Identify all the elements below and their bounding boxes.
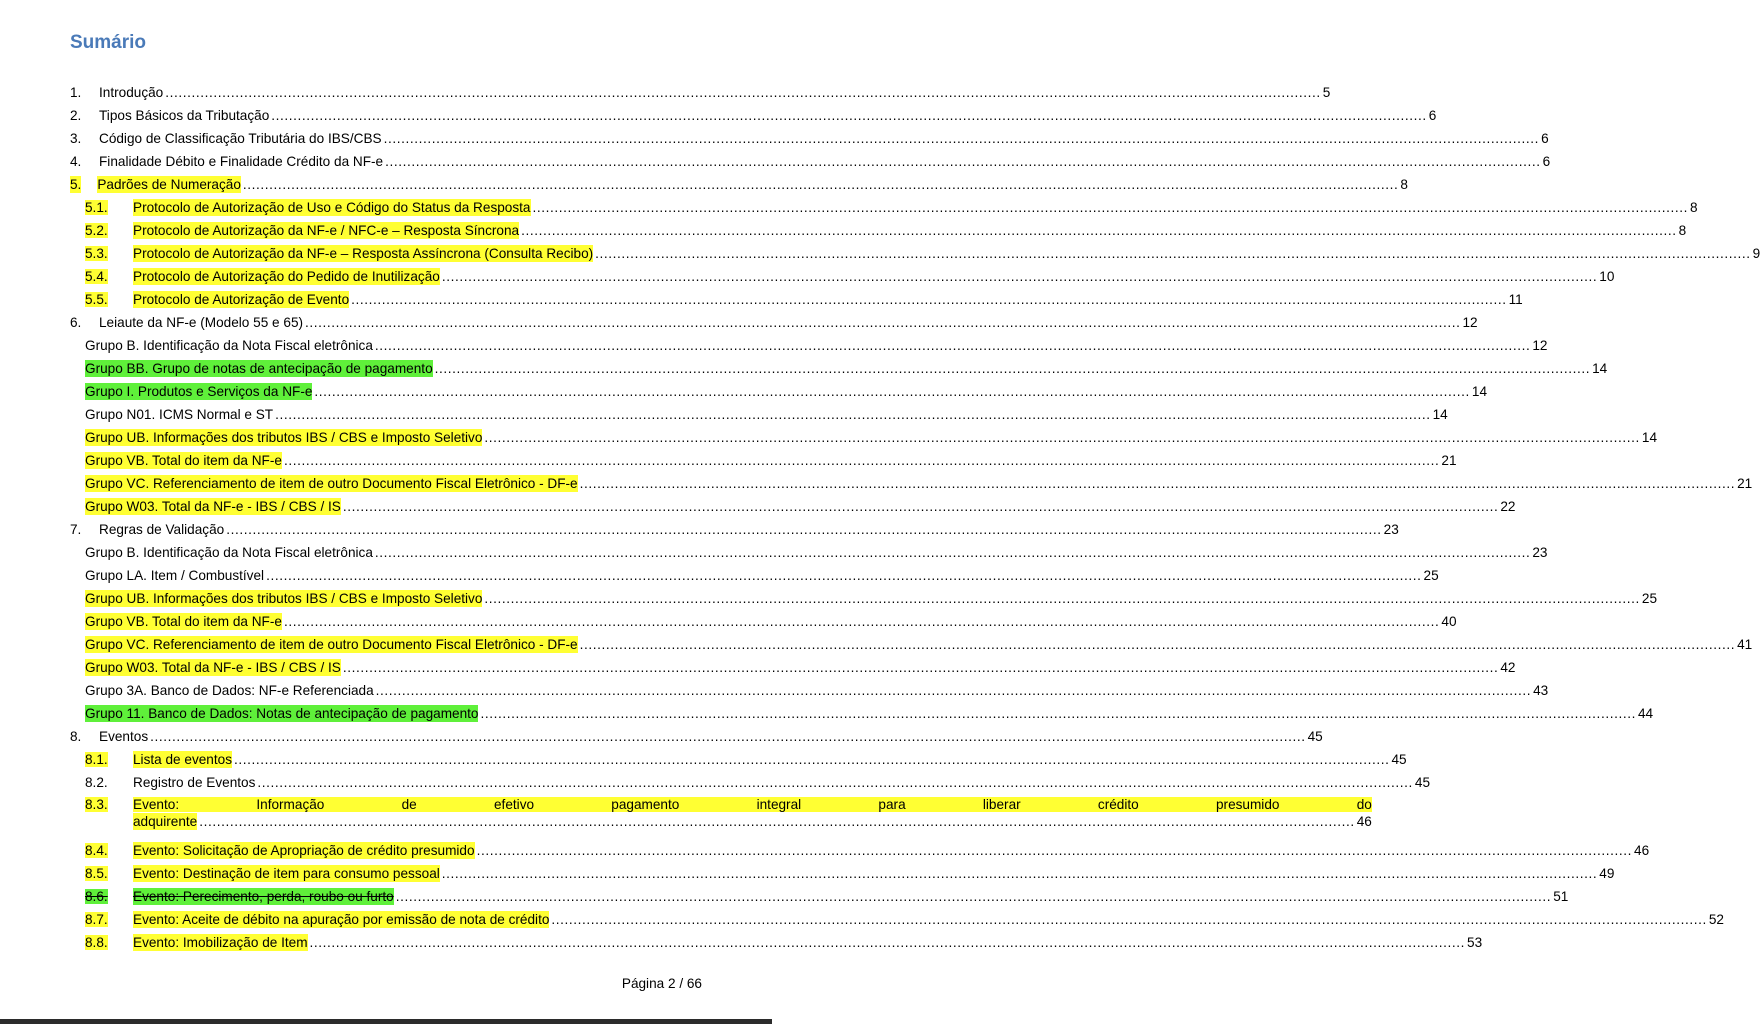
toc-page: 14	[1641, 430, 1658, 445]
toc-page: 8	[1678, 223, 1687, 238]
toc-text: Grupo B. Identificação da Nota Fiscal eletrônica	[85, 545, 373, 560]
toc-text: Evento: Imobilização de Item	[133, 935, 308, 950]
toc-leader	[533, 199, 1688, 216]
toc-leader	[484, 429, 1639, 446]
toc-page: 53	[1467, 935, 1483, 950]
toc-text: Protocolo de Autorização de Evento	[133, 292, 350, 307]
toc-page: 46	[1634, 843, 1650, 858]
toc-text: Evento: Aceite de débito na apuração por emissão de nota de crédito	[133, 912, 550, 927]
toc-page: 21	[1441, 453, 1457, 468]
toc-entry[interactable]	[70, 607, 1457, 630]
toc-page: 45	[1307, 729, 1323, 744]
toc-leader	[376, 682, 1531, 699]
toc-leader	[266, 567, 1421, 584]
toc-entry[interactable]	[70, 928, 1483, 951]
toc-number: 7.	[70, 522, 82, 537]
toc-text: Grupo N01. ICMS Normal e ST	[85, 407, 274, 422]
toc-entry[interactable]	[70, 239, 1760, 262]
toc-number: 5.5.	[85, 292, 108, 307]
toc-page: 5	[1322, 85, 1331, 100]
toc-leader	[521, 222, 1676, 239]
toc-page: 6	[1428, 108, 1437, 123]
toc-leader	[442, 268, 1597, 285]
toc-number: 8.4.	[85, 843, 108, 858]
toc-text: Protocolo de Autorização da NF-e / NFC-e – Resposta Síncrona	[133, 223, 520, 238]
toc-number: 8.7.	[85, 912, 108, 927]
toc-page: 8	[1400, 177, 1408, 192]
toc-number: 2.	[70, 108, 82, 123]
toc-leader	[284, 613, 1439, 630]
toc-page: 14	[1471, 384, 1488, 399]
toc-leader	[226, 521, 1381, 538]
toc-entry-line2	[133, 813, 1372, 830]
toc-entry[interactable]	[70, 193, 1698, 216]
toc-number: 5.3.	[85, 246, 108, 261]
toc-page: 44	[1637, 706, 1654, 721]
toc-leader	[375, 337, 1530, 354]
toc-entry[interactable]	[70, 584, 1658, 607]
toc-text-continued: adquirente	[133, 814, 198, 829]
toc-entry[interactable]	[70, 905, 1724, 928]
toc-text: Grupo VC. Referenciamento de item de outro Documento Fiscal Eletrônico - DF-e	[85, 637, 578, 652]
toc-leader	[150, 728, 1305, 745]
toc-page: 11	[1508, 292, 1523, 307]
toc-entry[interactable]	[70, 745, 1407, 768]
toc-text: Protocolo de Autorização do Pedido de Inutilização	[133, 269, 440, 284]
toc-number: 8.2.	[85, 775, 108, 790]
toc-entry[interactable]	[70, 676, 1549, 699]
toc-page: 46	[1356, 814, 1372, 829]
toc-page: 51	[1553, 889, 1569, 904]
toc-text: Leiaute da NF-e (Modelo 55 e 65)	[99, 315, 304, 330]
toc-entry[interactable]	[70, 836, 1650, 859]
toc-entry[interactable]	[70, 859, 1615, 882]
toc-number: 4.	[70, 154, 82, 169]
toc-leader	[234, 751, 1389, 768]
toc-number: 5.1.	[85, 200, 108, 215]
toc-page: 25	[1641, 591, 1658, 606]
toc-text: Protocolo de Autorização da NF-e – Resposta Assíncrona (Consulta Recibo)	[133, 246, 594, 261]
toc-page: 45	[1414, 775, 1431, 790]
bottom-border	[0, 1019, 772, 1024]
toc-number: 8.3.	[85, 797, 108, 812]
toc-entry[interactable]	[70, 124, 1549, 147]
toc-leader	[343, 659, 1498, 676]
table-of-contents	[70, 78, 1760, 951]
toc-page: 40	[1441, 614, 1457, 629]
toc-number: 6.	[70, 315, 82, 330]
toc-number: 3.	[70, 131, 82, 146]
page-title: Sumário	[70, 32, 147, 53]
toc-entry[interactable]	[70, 630, 1753, 653]
toc-text: Grupo 11. Banco de Dados: Notas de antecipação de pagamento	[85, 706, 479, 721]
toc-page: 52	[1708, 912, 1724, 927]
toc-page: 22	[1500, 499, 1516, 514]
toc-text: Finalidade Débito e Finalidade Crédito da NF-e	[99, 154, 384, 169]
toc-leader	[435, 360, 1590, 377]
toc-text: Introdução	[99, 85, 164, 100]
toc-number: 8.1.	[85, 752, 108, 767]
toc-leader	[580, 475, 1735, 492]
toc-text: Grupo BB. Grupo de notas de antecipação de pagamento	[85, 361, 433, 376]
toc-entry-body	[133, 796, 1372, 830]
toc-leader	[275, 406, 1430, 423]
toc-text: Grupo LA. Item / Combustível	[85, 568, 265, 583]
toc-entry[interactable]	[70, 446, 1457, 469]
toc-page: 14	[1592, 361, 1608, 376]
toc-entry[interactable]	[70, 262, 1615, 285]
toc-text: Código de Classificação Tributária do IBS/CBS	[99, 131, 382, 146]
toc-text: Regras de Validação	[99, 522, 225, 537]
toc-leader	[385, 153, 1540, 170]
toc-number: 8.8.	[85, 935, 108, 950]
toc-page: 14	[1432, 407, 1448, 422]
toc-page: 10	[1599, 269, 1615, 284]
toc-text: Grupo VC. Referenciamento de item de outro Documento Fiscal Eletrônico - DF-e	[85, 476, 578, 491]
toc-text: Grupo I. Produtos e Serviços da NF-e	[85, 384, 313, 399]
toc-entry[interactable]	[70, 882, 1569, 905]
toc-page: 9	[1752, 246, 1760, 261]
toc-leader	[484, 590, 1639, 607]
toc-page: 12	[1462, 315, 1478, 330]
toc-page: 43	[1533, 683, 1549, 698]
toc-entry[interactable]	[70, 515, 1399, 538]
toc-text: Grupo UB. Informações dos tributos IBS / CBS e Imposto Seletivo	[85, 430, 483, 445]
toc-entry[interactable]	[70, 791, 1372, 836]
toc-text: Grupo 3A. Banco de Dados: NF-e Referenciada	[85, 683, 374, 698]
toc-text: Grupo VB. Total do item da NF-e	[85, 614, 282, 629]
toc-page: 12	[1532, 338, 1548, 353]
toc-entry[interactable]	[70, 147, 1551, 170]
toc-leader	[257, 774, 1412, 791]
toc-leader	[384, 130, 1539, 147]
toc-leader	[305, 314, 1460, 331]
toc-page: 45	[1391, 752, 1407, 767]
toc-leader	[343, 498, 1498, 515]
toc-leader	[284, 452, 1439, 469]
toc-text: Lista de eventos	[133, 752, 232, 767]
toc-entry[interactable]	[70, 653, 1516, 676]
toc-leader	[580, 636, 1735, 653]
toc-number: 8.5.	[85, 866, 108, 881]
toc-entry[interactable]	[70, 768, 1431, 791]
toc-text: Padrões de Numeração	[97, 177, 241, 192]
toc-entry[interactable]	[70, 170, 1408, 193]
toc-text: Grupo UB. Informações dos tributos IBS / CBS e Imposto Seletivo	[85, 591, 483, 606]
toc-leader	[165, 84, 1320, 101]
toc-entry[interactable]	[70, 331, 1548, 354]
toc-leader	[595, 245, 1750, 262]
toc-text: Protocolo de Autorização de Uso e Código do Status da Resposta	[133, 200, 531, 215]
toc-entry[interactable]	[70, 400, 1448, 423]
toc-leader	[551, 911, 1706, 928]
toc-page: 41	[1737, 637, 1753, 652]
toc-entry[interactable]	[70, 492, 1516, 515]
toc-entry[interactable]	[70, 285, 1523, 308]
toc-leader	[351, 291, 1506, 308]
toc-text: Evento: Destinação de item para consumo pessoal	[133, 866, 440, 881]
toc-text: Registro de Eventos	[133, 775, 256, 790]
toc-text: Eventos	[99, 729, 149, 744]
toc-entry[interactable]	[70, 538, 1548, 561]
toc-entry[interactable]	[70, 78, 1331, 101]
toc-leader	[310, 934, 1465, 951]
toc-entry[interactable]	[70, 699, 1654, 722]
toc-entry[interactable]	[70, 354, 1608, 377]
toc-entry[interactable]	[70, 308, 1478, 331]
toc-leader	[314, 383, 1469, 400]
toc-leader	[396, 888, 1551, 905]
toc-page: 6	[1541, 131, 1549, 146]
toc-number: 5.2.	[85, 223, 108, 238]
toc-text: Grupo VB. Total do item da NF-e	[85, 453, 282, 468]
toc-entry[interactable]	[70, 722, 1323, 745]
toc-leader	[480, 705, 1635, 722]
toc-text: Grupo W03. Total da NF-e - IBS / CBS / IS	[85, 499, 341, 514]
toc-leader	[442, 865, 1597, 882]
toc-leader	[243, 176, 1398, 193]
toc-page: 23	[1383, 522, 1399, 537]
toc-leader	[271, 107, 1426, 124]
toc-leader	[375, 544, 1530, 561]
toc-number: 5.	[70, 177, 82, 192]
toc-entry[interactable]	[70, 423, 1658, 446]
toc-page: 6	[1542, 154, 1551, 169]
toc-text: Grupo W03. Total da NF-e - IBS / CBS / IS	[85, 660, 341, 675]
toc-entry[interactable]	[70, 377, 1488, 400]
toc-number: 5.4.	[85, 269, 108, 284]
toc-text: Tipos Básicos da Tributação	[99, 108, 270, 123]
toc-leader	[199, 813, 1354, 830]
toc-text: Evento: Informação de efetivo pagamento integral para liberar crédito presumido do	[133, 797, 1372, 812]
toc-entry[interactable]	[70, 561, 1439, 584]
toc-number: 8.6.	[85, 889, 108, 904]
toc-entry[interactable]	[70, 469, 1753, 492]
toc-leader	[477, 842, 1632, 859]
toc-page: 49	[1599, 866, 1615, 881]
toc-number: 1.	[70, 85, 82, 100]
toc-text: Evento: Solicitação de Apropriação de crédito presumido	[133, 843, 475, 858]
toc-page: 25	[1423, 568, 1439, 583]
toc-entry[interactable]	[70, 101, 1437, 124]
page-footer: Página 2 / 66	[621, 976, 702, 991]
toc-page: 21	[1737, 476, 1753, 491]
toc-page: 42	[1500, 660, 1516, 675]
toc-text: Grupo B. Identificação da Nota Fiscal eletrônica	[85, 338, 373, 353]
toc-number: 8.	[70, 729, 82, 744]
toc-page: 8	[1689, 200, 1698, 215]
toc-text: Evento: Perecimento, perda, roubo ou furto	[133, 889, 394, 904]
toc-entry[interactable]	[70, 216, 1687, 239]
toc-page: 23	[1532, 545, 1548, 560]
